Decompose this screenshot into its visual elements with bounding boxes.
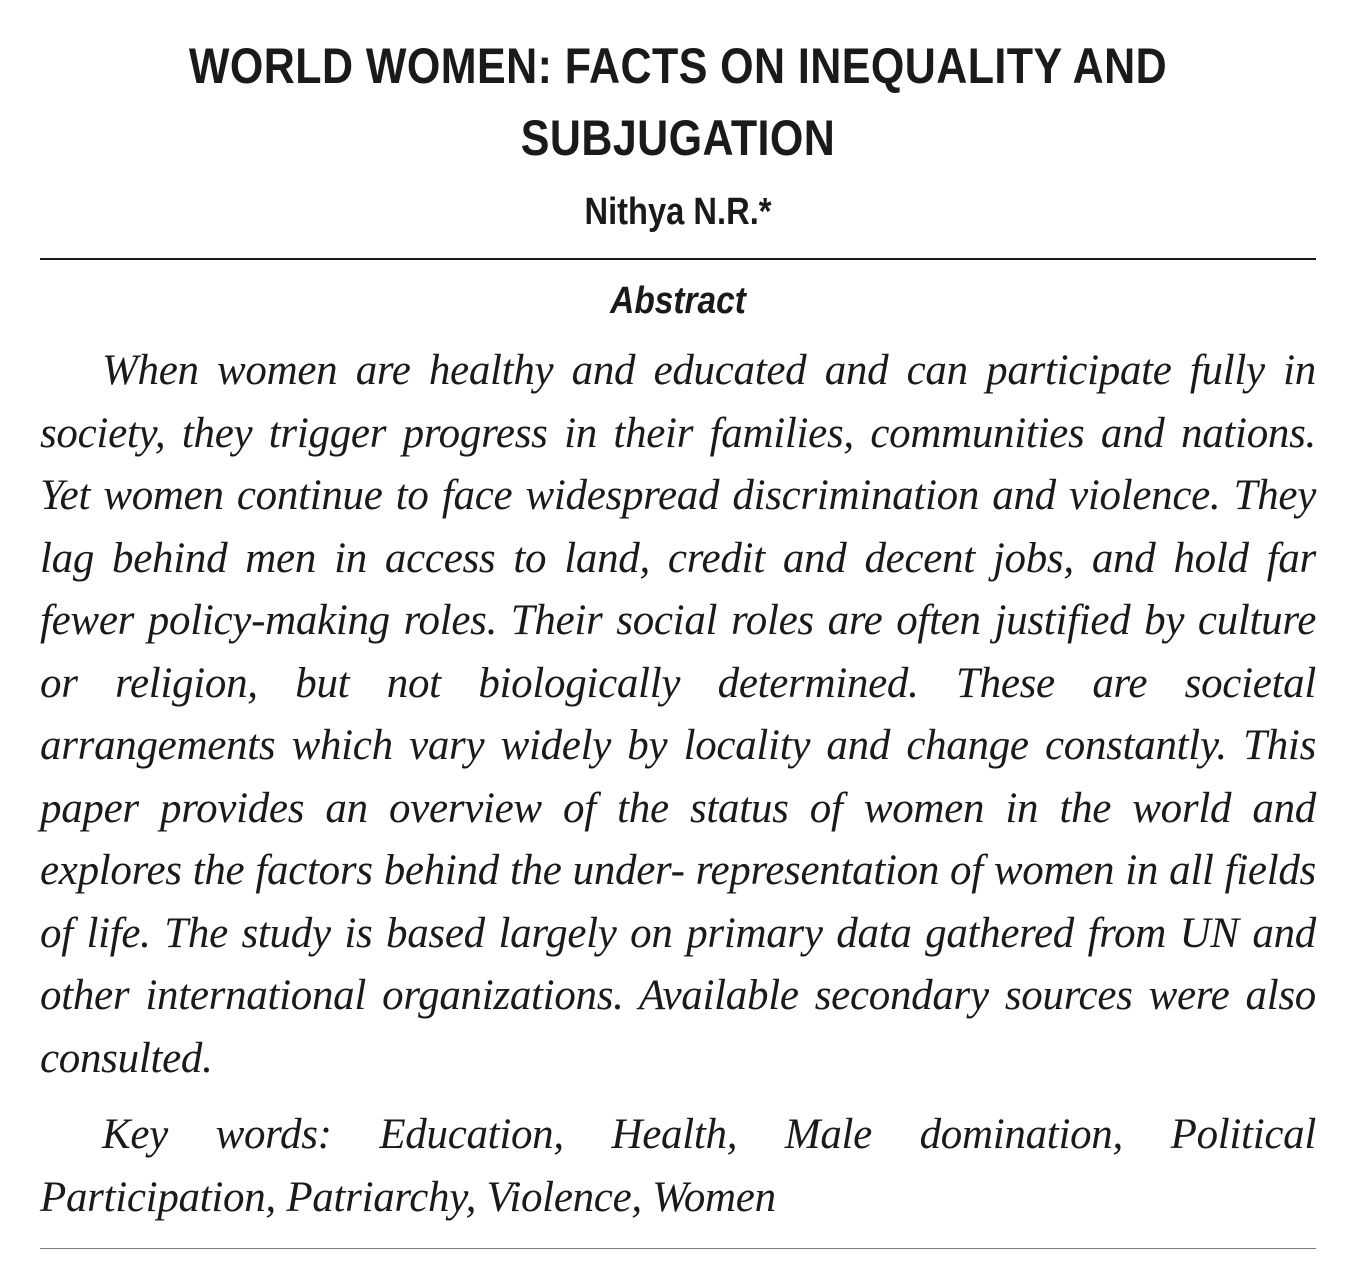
abstract-heading: Abstract	[610, 280, 746, 322]
article-title: WORLD WOMEN: FACTS ON INEQUALITY AND SUBJUGATION	[188, 38, 1168, 166]
author-name: Nithya N.R.*	[584, 191, 772, 233]
keywords-text: Key words: Education, Health, Male domination, Political Participation, Patriarchy, Violence, Women	[40, 1111, 1316, 1221]
bottom-divider	[40, 1248, 1316, 1249]
top-divider	[40, 258, 1316, 260]
article-page	[40, 0, 1316, 1229]
abstract-text: When women are healthy and educated and can participate fully in society, they trigger progress in their families, communities and nations. Yet women continue to face widespread discrimination and violence. They lag behind men in access to land, credit and decent jobs, and hold far fewer policy-making roles. Their social roles are often justified by culture or religion, but not biologically determined. These are societal arrangements which vary widely by locality and change constantly. This paper provides an overview of the status of women in the world and explores the factors behind the under- representation of women in all fields of life. The study is based largely on primary data gathered from UN and other international organizations. Available secondary sources were also consulted.	[40, 347, 1316, 1082]
